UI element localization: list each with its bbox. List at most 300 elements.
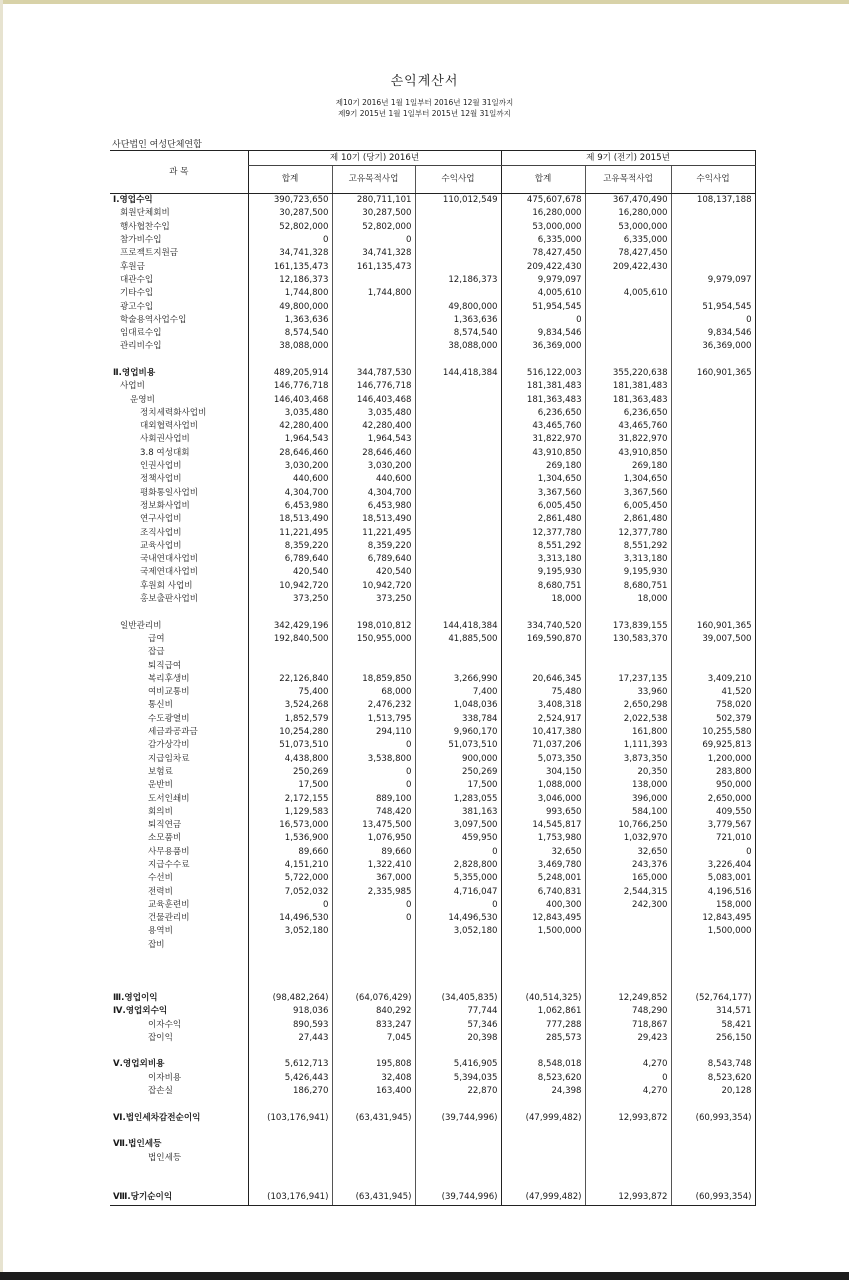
row-value: 75,400 bbox=[248, 686, 332, 699]
row-value: 32,650 bbox=[585, 846, 671, 859]
row-value bbox=[415, 487, 501, 500]
row-value bbox=[671, 1138, 755, 1151]
period-current: 제10기 2016년 1월 1일부터 2016년 12월 31일까지 bbox=[335, 98, 514, 107]
row-value: 13,475,500 bbox=[332, 819, 415, 832]
row-value: 78,427,450 bbox=[585, 247, 671, 260]
table-row bbox=[110, 885, 755, 898]
row-value: 43,910,850 bbox=[585, 447, 671, 460]
row-value bbox=[671, 526, 755, 539]
row-value bbox=[671, 221, 755, 234]
row-value: 294,110 bbox=[332, 726, 415, 739]
row-value: 165,000 bbox=[585, 872, 671, 885]
row-value: 53,000,000 bbox=[585, 221, 671, 234]
row-value: 7,400 bbox=[415, 686, 501, 699]
row-value: 24,398 bbox=[501, 1085, 585, 1098]
row-value: 459,950 bbox=[415, 832, 501, 845]
row-value: 3,030,200 bbox=[248, 460, 332, 473]
row-value: 3,266,990 bbox=[415, 673, 501, 686]
row-label: Ⅴ.영업외비용 bbox=[113, 1059, 165, 1070]
row-label bbox=[110, 1165, 248, 1178]
row-value bbox=[415, 420, 501, 433]
spacer-row bbox=[110, 354, 755, 367]
row-value: 2,650,000 bbox=[671, 792, 755, 805]
row-value: 31,822,970 bbox=[585, 433, 671, 446]
row-label: 행사협찬수입 bbox=[120, 221, 170, 232]
row-label: 사무용품비 bbox=[148, 846, 190, 857]
row-value bbox=[415, 1138, 501, 1151]
row-value: 89,660 bbox=[332, 846, 415, 859]
row-value: 1,500,000 bbox=[501, 925, 585, 938]
row-label: 퇴직급여 bbox=[148, 660, 182, 671]
row-value bbox=[671, 207, 755, 220]
row-value bbox=[248, 952, 332, 965]
row-value: 8,523,620 bbox=[671, 1072, 755, 1085]
row-value: 8,551,292 bbox=[585, 540, 671, 553]
row-value: 36,369,000 bbox=[671, 340, 755, 353]
scan-edge-top bbox=[0, 0, 849, 4]
row-label: 법인세등 bbox=[148, 1152, 182, 1163]
row-value bbox=[415, 1125, 501, 1138]
row-value: 889,100 bbox=[332, 792, 415, 805]
row-value: 34,741,328 bbox=[332, 247, 415, 260]
row-value: 8,548,018 bbox=[501, 1058, 585, 1071]
table-row bbox=[110, 207, 755, 220]
row-value: 3,052,180 bbox=[248, 925, 332, 938]
row-value: 6,005,450 bbox=[585, 500, 671, 513]
row-value: 78,427,450 bbox=[501, 247, 585, 260]
row-value: 2,022,538 bbox=[585, 713, 671, 726]
row-value bbox=[501, 1178, 585, 1191]
row-label: 사회권사업비 bbox=[140, 434, 190, 445]
row-value: 11,221,495 bbox=[248, 526, 332, 539]
row-value: 5,083,001 bbox=[671, 872, 755, 885]
row-label: 인권사업비 bbox=[140, 461, 182, 472]
row-value bbox=[671, 580, 755, 593]
row-value bbox=[415, 433, 501, 446]
row-value bbox=[501, 1138, 585, 1151]
row-value bbox=[415, 580, 501, 593]
row-value: 1,200,000 bbox=[671, 752, 755, 765]
table-row bbox=[110, 460, 755, 473]
row-value: 242,300 bbox=[585, 899, 671, 912]
spacer-row bbox=[110, 979, 755, 992]
header-row-periods bbox=[110, 151, 755, 166]
row-value: 31,822,970 bbox=[501, 433, 585, 446]
row-value: 2,544,315 bbox=[585, 885, 671, 898]
row-value: 12,186,373 bbox=[248, 274, 332, 287]
row-value: 0 bbox=[332, 779, 415, 792]
table-row bbox=[110, 553, 755, 566]
row-value bbox=[671, 393, 755, 406]
row-value: 158,000 bbox=[671, 899, 755, 912]
row-value: 1,744,800 bbox=[332, 287, 415, 300]
row-label: 회원단체회비 bbox=[120, 208, 170, 219]
row-value bbox=[671, 965, 755, 978]
row-value bbox=[585, 606, 671, 619]
row-value: 8,680,751 bbox=[585, 580, 671, 593]
row-value bbox=[585, 314, 671, 327]
row-value bbox=[332, 939, 415, 952]
row-label bbox=[110, 1125, 248, 1138]
row-value bbox=[415, 566, 501, 579]
row-value: 250,269 bbox=[415, 766, 501, 779]
row-value: 38,088,000 bbox=[248, 340, 332, 353]
row-value bbox=[248, 1045, 332, 1058]
row-value: 5,248,001 bbox=[501, 872, 585, 885]
row-label: 잡이익 bbox=[148, 1032, 173, 1043]
table-row bbox=[110, 194, 755, 208]
row-label: 국내연대사업비 bbox=[140, 554, 199, 565]
row-value: 314,571 bbox=[671, 1005, 755, 1018]
row-value: 6,789,640 bbox=[332, 553, 415, 566]
row-value bbox=[415, 247, 501, 260]
row-value: 8,574,540 bbox=[248, 327, 332, 340]
row-value: 68,000 bbox=[332, 686, 415, 699]
row-label: 세금과공과금 bbox=[148, 727, 198, 738]
row-label: 잡급 bbox=[148, 647, 165, 658]
row-label: Ⅲ.영업이익 bbox=[113, 992, 158, 1003]
row-value bbox=[415, 460, 501, 473]
row-value bbox=[415, 593, 501, 606]
row-value: 0 bbox=[671, 314, 755, 327]
table-row bbox=[110, 646, 755, 659]
table-row bbox=[110, 580, 755, 593]
row-label: 정책사업비 bbox=[140, 474, 182, 485]
row-value: 6,453,980 bbox=[332, 500, 415, 513]
row-value bbox=[415, 393, 501, 406]
row-value bbox=[332, 274, 415, 287]
row-value bbox=[415, 1165, 501, 1178]
table-row bbox=[110, 526, 755, 539]
table-row bbox=[110, 633, 755, 646]
row-label: 관리비수입 bbox=[120, 341, 162, 352]
row-label bbox=[110, 952, 248, 965]
row-value bbox=[671, 234, 755, 247]
row-value: 3,313,180 bbox=[501, 553, 585, 566]
row-value: 4,270 bbox=[585, 1058, 671, 1071]
table-row bbox=[110, 593, 755, 606]
table-row bbox=[110, 1191, 755, 1205]
row-label: 대관수입 bbox=[120, 274, 154, 285]
row-value bbox=[671, 407, 755, 420]
row-value bbox=[415, 207, 501, 220]
row-value bbox=[501, 1045, 585, 1058]
row-value bbox=[415, 979, 501, 992]
statement-body bbox=[110, 194, 755, 1206]
table-row bbox=[110, 327, 755, 340]
row-value: 57,346 bbox=[415, 1018, 501, 1031]
row-value: 1,304,650 bbox=[585, 473, 671, 486]
table-row bbox=[110, 899, 755, 912]
row-value bbox=[671, 473, 755, 486]
row-value: 396,000 bbox=[585, 792, 671, 805]
row-value: 43,910,850 bbox=[501, 447, 585, 460]
row-value: 161,135,473 bbox=[248, 260, 332, 273]
row-label: 대외협력사업비 bbox=[140, 421, 199, 432]
row-label: Ⅱ.영업비용 bbox=[113, 368, 156, 378]
row-value bbox=[585, 1178, 671, 1191]
row-label: 기타수입 bbox=[120, 288, 154, 299]
row-value: 1,032,970 bbox=[585, 832, 671, 845]
table-row bbox=[110, 739, 755, 752]
row-value: (98,482,264) bbox=[248, 992, 332, 1005]
table-row bbox=[110, 513, 755, 526]
table-row bbox=[110, 500, 755, 513]
table-row bbox=[110, 314, 755, 327]
row-value bbox=[671, 1165, 755, 1178]
row-value: 420,540 bbox=[248, 566, 332, 579]
row-value: 1,964,543 bbox=[248, 433, 332, 446]
row-label bbox=[110, 1098, 248, 1111]
row-value bbox=[501, 1098, 585, 1111]
row-value: 338,784 bbox=[415, 713, 501, 726]
row-value: 777,288 bbox=[501, 1018, 585, 1031]
row-value: 8,359,220 bbox=[248, 540, 332, 553]
spacer-row bbox=[110, 965, 755, 978]
row-value: 12,993,872 bbox=[585, 1191, 671, 1205]
row-value: 18,000 bbox=[585, 593, 671, 606]
row-value bbox=[415, 221, 501, 234]
row-value bbox=[248, 1138, 332, 1151]
row-label: 운영비 bbox=[130, 394, 155, 405]
row-value: 27,443 bbox=[248, 1032, 332, 1045]
row-value: 420,540 bbox=[332, 566, 415, 579]
row-value: 7,045 bbox=[332, 1032, 415, 1045]
row-value bbox=[332, 1138, 415, 1151]
row-value: (40,514,325) bbox=[501, 992, 585, 1005]
row-label: 교육훈련비 bbox=[148, 899, 190, 910]
row-value bbox=[501, 606, 585, 619]
row-value: 20,398 bbox=[415, 1032, 501, 1045]
row-value: 4,304,700 bbox=[332, 487, 415, 500]
row-value: 6,335,000 bbox=[585, 234, 671, 247]
row-value bbox=[415, 952, 501, 965]
row-value: 3,779,567 bbox=[671, 819, 755, 832]
row-value: 29,423 bbox=[585, 1032, 671, 1045]
row-value bbox=[585, 1151, 671, 1164]
row-value bbox=[332, 1098, 415, 1111]
row-value: 748,420 bbox=[332, 806, 415, 819]
row-value: 17,237,135 bbox=[585, 673, 671, 686]
header-current-purpose: 고유목적사업 bbox=[332, 166, 415, 194]
row-value: 9,979,097 bbox=[501, 274, 585, 287]
row-label: Ⅳ.영업외수익 bbox=[113, 1006, 168, 1017]
row-value bbox=[332, 979, 415, 992]
row-value bbox=[332, 300, 415, 313]
row-value: 58,421 bbox=[671, 1018, 755, 1031]
table-row bbox=[110, 393, 755, 406]
row-value bbox=[415, 407, 501, 420]
row-value: 3,035,480 bbox=[248, 407, 332, 420]
row-value: 6,789,640 bbox=[248, 553, 332, 566]
row-value: 4,151,210 bbox=[248, 859, 332, 872]
row-value: 400,300 bbox=[501, 899, 585, 912]
row-value: 4,196,516 bbox=[671, 885, 755, 898]
row-value: 1,753,980 bbox=[501, 832, 585, 845]
row-value bbox=[671, 1178, 755, 1191]
row-value bbox=[415, 939, 501, 952]
row-value: 6,740,831 bbox=[501, 885, 585, 898]
row-value: 130,583,370 bbox=[585, 633, 671, 646]
table-row bbox=[110, 806, 755, 819]
row-value: 1,304,650 bbox=[501, 473, 585, 486]
row-label: 감가상각비 bbox=[148, 740, 190, 751]
row-value: 1,964,543 bbox=[332, 433, 415, 446]
row-label: 정치세력화사업비 bbox=[140, 407, 207, 418]
row-value: 138,000 bbox=[585, 779, 671, 792]
header-current-total: 합계 bbox=[248, 166, 332, 194]
row-value: 2,828,800 bbox=[415, 859, 501, 872]
row-value bbox=[332, 646, 415, 659]
header-subject: 과 목 bbox=[110, 151, 248, 194]
row-value bbox=[415, 553, 501, 566]
table-row bbox=[110, 832, 755, 845]
row-value: 9,195,930 bbox=[501, 566, 585, 579]
row-label bbox=[110, 965, 248, 978]
row-value: 1,363,636 bbox=[415, 314, 501, 327]
table-row bbox=[110, 340, 755, 353]
row-value bbox=[671, 460, 755, 473]
row-label: 소모품비 bbox=[148, 833, 182, 844]
row-value: 192,840,500 bbox=[248, 633, 332, 646]
table-row bbox=[110, 859, 755, 872]
row-value bbox=[332, 314, 415, 327]
row-label: 교육사업비 bbox=[140, 540, 182, 551]
row-value bbox=[671, 513, 755, 526]
row-value bbox=[585, 340, 671, 353]
row-value: 0 bbox=[332, 766, 415, 779]
row-value: 1,283,055 bbox=[415, 792, 501, 805]
row-value: 5,394,035 bbox=[415, 1072, 501, 1085]
row-label: Ⅰ.영업수익 bbox=[113, 195, 153, 206]
row-value: 5,426,443 bbox=[248, 1072, 332, 1085]
row-value bbox=[585, 952, 671, 965]
row-label: 학술용역사업수입 bbox=[120, 314, 187, 325]
row-value: 12,843,495 bbox=[671, 912, 755, 925]
row-value bbox=[332, 354, 415, 367]
row-value: 195,808 bbox=[332, 1058, 415, 1071]
row-value: 584,100 bbox=[585, 806, 671, 819]
row-value bbox=[671, 939, 755, 952]
table-row bbox=[110, 686, 755, 699]
row-label: 보험료 bbox=[148, 766, 173, 777]
table-row bbox=[110, 659, 755, 672]
row-value bbox=[671, 606, 755, 619]
table-row bbox=[110, 380, 755, 393]
header-current-period: 제 10기 (당기) 2016년 bbox=[248, 151, 501, 166]
table-row bbox=[110, 1005, 755, 1018]
row-value: 43,465,760 bbox=[501, 420, 585, 433]
row-value: 51,954,545 bbox=[501, 300, 585, 313]
row-value: 5,612,713 bbox=[248, 1058, 332, 1071]
row-value bbox=[332, 952, 415, 965]
table-row bbox=[110, 846, 755, 859]
table-row bbox=[110, 367, 755, 380]
table-row bbox=[110, 566, 755, 579]
row-value: 12,249,852 bbox=[585, 992, 671, 1005]
row-value: 22,870 bbox=[415, 1085, 501, 1098]
row-value bbox=[415, 1098, 501, 1111]
row-label: 일반관리비 bbox=[120, 620, 162, 631]
row-value bbox=[415, 513, 501, 526]
row-value bbox=[248, 939, 332, 952]
row-value: 4,005,610 bbox=[585, 287, 671, 300]
row-value: 49,800,000 bbox=[248, 300, 332, 313]
row-value: 900,000 bbox=[415, 752, 501, 765]
row-label: 3.8 여성대회 bbox=[140, 447, 190, 458]
table-row bbox=[110, 260, 755, 273]
row-value: (60,993,354) bbox=[671, 1191, 755, 1205]
row-value: 0 bbox=[332, 234, 415, 247]
row-value: 28,646,460 bbox=[332, 447, 415, 460]
row-value bbox=[585, 274, 671, 287]
table-row bbox=[110, 752, 755, 765]
table-row bbox=[110, 1058, 755, 1071]
row-value bbox=[332, 340, 415, 353]
row-label: 국제연대사업비 bbox=[140, 567, 199, 578]
organization-name: 사단법인 여성단체연합 bbox=[112, 140, 202, 150]
row-value bbox=[671, 952, 755, 965]
row-value bbox=[671, 1045, 755, 1058]
row-value bbox=[585, 659, 671, 672]
table-row bbox=[110, 1085, 755, 1098]
row-value: 840,292 bbox=[332, 1005, 415, 1018]
row-value: 5,355,000 bbox=[415, 872, 501, 885]
row-value bbox=[248, 979, 332, 992]
row-value: 12,377,780 bbox=[585, 526, 671, 539]
row-value bbox=[585, 1125, 671, 1138]
row-value bbox=[501, 646, 585, 659]
row-value: 0 bbox=[248, 899, 332, 912]
row-value bbox=[585, 327, 671, 340]
spacer-row bbox=[110, 1045, 755, 1058]
row-label: 복리후생비 bbox=[148, 673, 190, 684]
spacer-row bbox=[110, 1098, 755, 1111]
row-value bbox=[248, 1165, 332, 1178]
row-value: 0 bbox=[332, 912, 415, 925]
row-value: 181,381,483 bbox=[585, 380, 671, 393]
row-value: 146,403,468 bbox=[248, 393, 332, 406]
row-value: 9,960,170 bbox=[415, 726, 501, 739]
row-value: 3,873,350 bbox=[585, 752, 671, 765]
row-value: 285,573 bbox=[501, 1032, 585, 1045]
row-value: 758,020 bbox=[671, 699, 755, 712]
row-label: 지급임차료 bbox=[148, 753, 190, 764]
row-value: 516,122,003 bbox=[501, 367, 585, 380]
row-label: 참가비수입 bbox=[120, 235, 162, 246]
row-value: 748,290 bbox=[585, 1005, 671, 1018]
row-label: 전력비 bbox=[148, 886, 173, 897]
row-value bbox=[415, 473, 501, 486]
row-value: 280,711,101 bbox=[332, 194, 415, 208]
row-value bbox=[248, 1151, 332, 1164]
row-label: 급여 bbox=[148, 633, 165, 644]
header-previous-profit: 수익사업 bbox=[671, 166, 755, 194]
table-row bbox=[110, 487, 755, 500]
row-value: 28,646,460 bbox=[248, 447, 332, 460]
row-value bbox=[671, 500, 755, 513]
row-value bbox=[585, 925, 671, 938]
row-value: 3,052,180 bbox=[415, 925, 501, 938]
row-value: 12,186,373 bbox=[415, 274, 501, 287]
row-value bbox=[415, 540, 501, 553]
row-value bbox=[415, 1045, 501, 1058]
row-value: 52,802,000 bbox=[332, 221, 415, 234]
spacer-row bbox=[110, 1178, 755, 1191]
row-value: 440,600 bbox=[248, 473, 332, 486]
row-value: 718,867 bbox=[585, 1018, 671, 1031]
table-row bbox=[110, 912, 755, 925]
